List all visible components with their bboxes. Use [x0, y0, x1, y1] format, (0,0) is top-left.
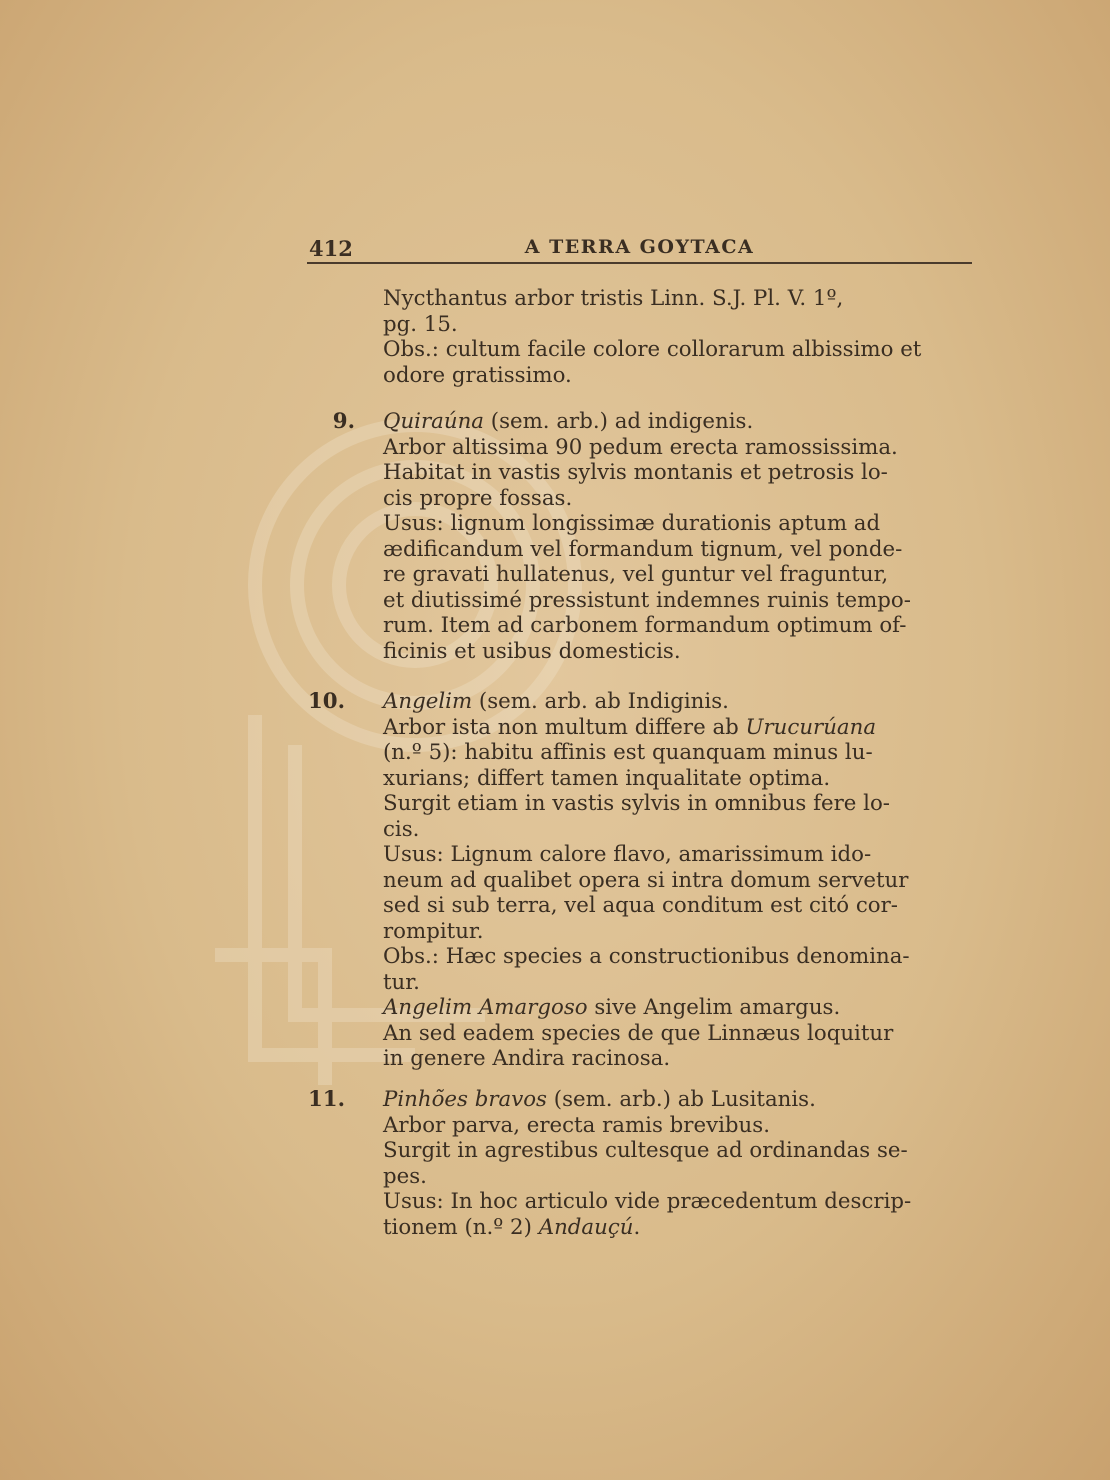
entry-number: 10. [307, 689, 345, 714]
text-line: Arbor ista non multum differe ab Urucurúana [383, 714, 877, 740]
text-line: Habitat in vastis sylvis montanis et petrosis lo- [383, 460, 888, 485]
entry-11 [383, 1087, 975, 1240]
text-line: An sed eadem species de que Linnæus loquitur [383, 1020, 894, 1046]
text-line: neum ad qualibet opera si intra domum servetur [383, 867, 909, 893]
running-header [307, 232, 972, 264]
text-line: tionem (n.º 2) Andauçú. [383, 1214, 641, 1240]
entry-9 [383, 409, 975, 664]
entry-heading: Quiraúna (sem. arb.) ad indigenis. [383, 409, 754, 434]
text-line: xurians; differt tamen inqualitate optima. [383, 765, 831, 791]
text-line: sed si sub terra, vel aqua conditum est citó cor- [383, 893, 899, 918]
text-line: Nycthantus arbor tristis Linn. S.J. Pl. V. 1º, [383, 286, 844, 311]
entry-number: 9. [332, 409, 355, 434]
entry-10 [383, 689, 975, 1072]
text-line: Surgit in agrestibus cultesque ad ordinandas se- [383, 1138, 908, 1163]
entry-number: 11. [307, 1087, 345, 1112]
entry-heading: Pinhões bravos (sem. arb.) ab Lusitanis. [383, 1087, 816, 1112]
running-title: A TERRA GOYTACA [524, 236, 755, 258]
text-line: Obs.: Hæc species a constructionibus denomina- [383, 944, 910, 969]
species-name: Pinhões bravos [383, 1087, 547, 1112]
species-name: Angelim [383, 689, 473, 714]
text-line: Surgit etiam in vastis sylvis in omnibus fere lo- [383, 791, 890, 816]
text-line: rum. Item ad carbonem formandum optimum of- [383, 613, 907, 638]
text-line: rompitur. [383, 918, 484, 944]
text-line: re gravati hullatenus, vel guntur vel fraguntur, [383, 562, 889, 587]
text-line: ficinis et usibus domesticis. [383, 638, 681, 664]
text-line: et diutissimé pressistunt indemnes ruinis tempo- [383, 587, 911, 613]
page-number: 412 [309, 236, 353, 261]
text-line: cis. [383, 816, 420, 842]
text-line: odore gratissimo. [383, 362, 572, 388]
intro-block [383, 286, 975, 388]
text-line: Arbor parva, erecta ramis brevibus. [383, 1112, 770, 1138]
entry-heading: Angelim (sem. arb. ab Indiginis. [383, 689, 729, 714]
text-line: Arbor altissima 90 pedum erecta ramossissima. [383, 434, 898, 460]
text-line: in genere Andira racinosa. [383, 1046, 671, 1071]
text-line: pg. 15. [383, 311, 458, 337]
text-line: Obs.: cultum facile colore collorarum albissimo et [383, 337, 922, 362]
text-line: Usus: lignum longissimæ durationis aptum ad [383, 511, 881, 536]
text-line: (n.º 5): habitu affinis est quanquam minus lu- [383, 740, 873, 765]
text-line: Usus: In hoc articulo vide præcedentum descrip- [383, 1189, 912, 1214]
text-line: ædificandum vel formandum tignum, vel ponde- [383, 536, 903, 562]
text-line: Usus: Lignum calore flavo, amarissimum ido- [383, 842, 872, 867]
text-line: tur. [383, 969, 420, 995]
text-line: cis propre fossas. [383, 485, 573, 511]
species-name: Quiraúna [383, 409, 484, 434]
text-line: Angelim Amargoso sive Angelim amargus. [383, 995, 841, 1020]
text-line: pes. [383, 1163, 427, 1189]
